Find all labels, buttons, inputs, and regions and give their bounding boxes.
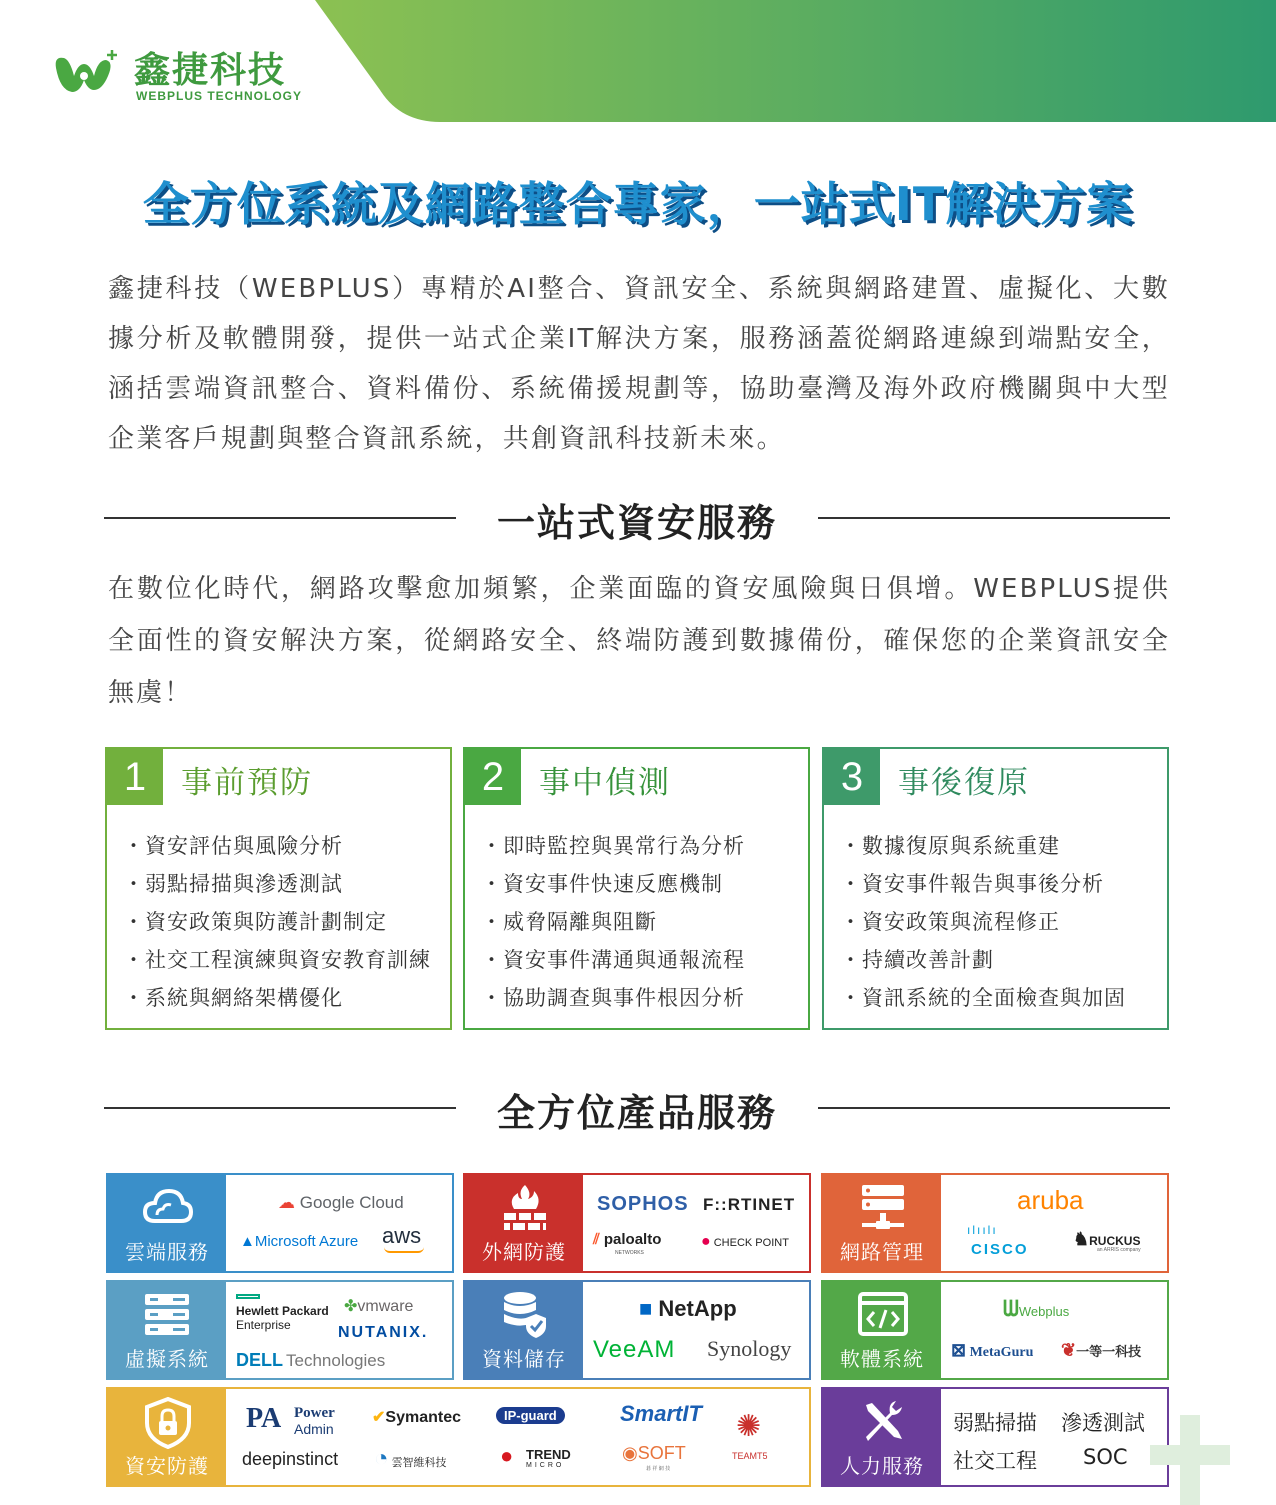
sophos-logo: SOPHOS	[597, 1193, 689, 1215]
product-label: 資安防護	[125, 1454, 209, 1478]
vendor-logos	[226, 1282, 452, 1378]
brand-name-cn: 鑫捷科技	[134, 50, 287, 91]
list-item: ・資安事件報告與事後分析	[840, 872, 1104, 896]
product-cloud[interactable]	[106, 1173, 454, 1273]
google-cloud-logo: ☁ Google Cloud	[278, 1193, 404, 1212]
trendmicro-logo: TREND	[526, 1447, 571, 1462]
paloalto-sub: NETWORKS	[615, 1250, 644, 1256]
vendor-logos	[583, 1175, 809, 1271]
service-pentest: 滲透測試	[1061, 1411, 1145, 1435]
list-item: ・資安政策與流程修正	[840, 910, 1060, 934]
teamt5-emblem: ✺	[736, 1410, 762, 1443]
webplus-vendor-logo: ᗯWebplus	[1003, 1296, 1070, 1321]
phase-list	[123, 827, 431, 1017]
phase-card-recovery	[822, 747, 1169, 1030]
service-social-eng: 社交工程	[953, 1449, 1037, 1473]
synology-logo: Synology	[707, 1336, 792, 1361]
section-title-products: 全方位產品服務	[496, 1091, 777, 1135]
product-hr[interactable]	[821, 1387, 1169, 1487]
fortinet-logo: F::RTINET	[703, 1195, 796, 1214]
dell-technologies-logo: Technologies	[286, 1351, 386, 1370]
product-icon-block	[823, 1282, 941, 1378]
list-item: ・資安事件溝通與通報流程	[481, 948, 745, 972]
aws-smile	[384, 1247, 424, 1253]
section-heading-security	[104, 492, 1170, 545]
paloalto-logo: ⫽ paloalto	[593, 1231, 662, 1248]
ruckus-sub: an ARRIS company	[1097, 1247, 1141, 1253]
cisco-logo: CISCO	[971, 1241, 1029, 1258]
list-item: ・威脅隔離與阻斷	[481, 910, 657, 934]
service-list	[941, 1389, 1167, 1485]
teamt5-logo: TEAMT5	[732, 1451, 768, 1461]
server-icon	[858, 1183, 908, 1233]
product-icon-block	[823, 1389, 941, 1485]
list-item: ・資安評估與風險分析	[123, 834, 343, 858]
yideng-logo: ❦一等一科技	[1061, 1340, 1142, 1360]
yunzhiwei-logo: ◔ 雲智維科技	[374, 1445, 447, 1472]
security-intro-paragraph: 在數位化時代，網路攻擊愈加頻繁，企業面臨的資安風險與日俱增。WEBPLUS提供全面性的資安解決方案，從網路安全、終端防護到數據備份，確保您的企業資訊安全無虞！	[108, 574, 1170, 708]
vendor-logos	[941, 1282, 1167, 1378]
list-item: ・資訊系統的全面檢查與加固	[840, 986, 1126, 1010]
section-heading-products	[104, 1082, 1170, 1135]
vendor-logos	[583, 1282, 809, 1378]
veeam-logo: VeeAM	[593, 1336, 676, 1363]
phase-list	[840, 827, 1126, 1017]
isoft-sub: 碁 祥 網 技	[646, 1466, 671, 1472]
service-vuln-scan: 弱點掃描	[953, 1411, 1037, 1435]
virtual-icon	[143, 1290, 191, 1340]
section-title-security: 一站式資安服務	[496, 501, 777, 545]
phase-number: 1	[107, 749, 163, 805]
isoft-logo: ◉SOFT	[622, 1443, 686, 1463]
brand-name-en: WEBPLUS TECHNOLOGY	[136, 89, 303, 103]
tools-icon	[858, 1397, 908, 1447]
list-item: ・持續改善計劃	[840, 948, 994, 972]
product-firewall[interactable]	[463, 1173, 811, 1273]
webplus-logo-icon	[52, 46, 124, 102]
vendor-logos	[941, 1175, 1167, 1271]
shield-icon	[143, 1397, 193, 1449]
brand-logo[interactable]	[52, 40, 312, 110]
azure-logo: ▲Microsoft Azure	[240, 1233, 359, 1250]
service-soc: SOC	[1083, 1445, 1128, 1469]
smartit-logo: SmartIT	[620, 1401, 702, 1426]
product-label: 虛擬系統	[125, 1347, 209, 1371]
vendor-logos	[226, 1389, 809, 1485]
list-item: ・資安政策與防護計劃制定	[123, 910, 387, 934]
phase-number: 3	[824, 749, 880, 805]
hpe-box	[236, 1294, 260, 1299]
netapp-logo: ■ NetApp	[639, 1296, 737, 1321]
phase-card-detection	[463, 747, 810, 1030]
ipguard-logo: IP-guard	[496, 1407, 565, 1424]
checkpoint-logo: ● CHECK POINT	[701, 1233, 789, 1250]
deepinstinct-logo: deepinstinct	[242, 1449, 339, 1469]
divider-right	[818, 517, 1170, 519]
aruba-logo: aruba	[1017, 1185, 1084, 1215]
firewall-icon	[500, 1183, 550, 1233]
symantec-logo: ✔Symantec	[372, 1409, 461, 1426]
phase-number: 2	[465, 749, 521, 805]
list-item: ・數據復原與系統重建	[840, 834, 1060, 858]
nutanix-logo: NUTANIX.	[338, 1324, 429, 1341]
product-icon-block	[108, 1282, 226, 1378]
poweradmin-logo-power: Power	[294, 1405, 335, 1421]
product-network[interactable]	[821, 1173, 1169, 1273]
divider-right	[818, 1107, 1170, 1109]
hpe-logo-2: Enterprise	[236, 1318, 291, 1332]
ruckus-logo: ♞RUCKUS	[1073, 1229, 1141, 1249]
intro-paragraph: 鑫捷科技（WEBPLUS）專精於AI整合、資訊安全、系統與網路建置、虛擬化、大數據分析及軟體開發，提供一站式企業IT解決方案，服務涵蓋從網路連線到端點安全，涵括雲端資訊整合、資料備份、系統備援規劃等，協助臺灣及海外政府機關與中大型企業客戶規劃與整合資訊系統，共創資訊科技新未來。	[108, 274, 1170, 454]
product-icon-block	[108, 1389, 226, 1485]
trendmicro-emblem: ●	[500, 1443, 514, 1468]
phase-card-prevention	[105, 747, 452, 1030]
poweradmin-logo-pa: PA	[246, 1403, 282, 1434]
aws-logo: aws	[382, 1223, 422, 1248]
vendor-logos	[226, 1175, 452, 1271]
page-title: 全方位系統及網路整合專家，一站式IT解決方案	[142, 177, 1134, 231]
cloud-icon	[143, 1183, 193, 1231]
vmware-logo: ✤vmware	[344, 1298, 414, 1315]
trendmicro-sub: MICRO	[526, 1462, 565, 1469]
cisco-bars: ılıılı	[967, 1223, 998, 1237]
product-icon-block	[465, 1175, 583, 1271]
poweradmin-logo-admin: Admin	[294, 1421, 334, 1437]
dell-logo: DELL	[236, 1350, 283, 1370]
list-item: ・協助調查與事件根因分析	[481, 986, 745, 1010]
phase-list	[481, 827, 745, 1017]
metaguru-logo: ⊠ MetaGuru	[951, 1340, 1034, 1360]
product-storage[interactable]	[463, 1280, 811, 1380]
list-item: ・弱點掃描與滲透測試	[123, 872, 343, 896]
product-icon-block	[823, 1175, 941, 1271]
product-software[interactable]	[821, 1280, 1169, 1380]
product-label: 網路管理	[840, 1240, 924, 1264]
product-label: 資料儲存	[482, 1347, 566, 1371]
list-item: ・社交工程演練與資安教育訓練	[123, 948, 431, 972]
code-icon	[858, 1290, 908, 1338]
product-label: 雲端服務	[125, 1240, 209, 1264]
database-icon	[500, 1290, 550, 1340]
product-label: 人力服務	[840, 1454, 924, 1478]
hpe-logo-1: Hewlett Packard	[236, 1304, 329, 1318]
decorative-plus-icon	[1150, 1415, 1230, 1505]
phase-title: 事前預防	[181, 765, 313, 801]
product-virtualization[interactable]	[106, 1280, 454, 1380]
product-icon-block	[465, 1282, 583, 1378]
product-security[interactable]	[106, 1387, 811, 1487]
phase-title: 事中偵測	[539, 765, 671, 801]
list-item: ・資安事件快速反應機制	[481, 872, 723, 896]
product-label: 外網防護	[482, 1240, 566, 1264]
list-item: ・系統與網絡架構優化	[123, 986, 343, 1010]
phase-title: 事後復原	[898, 765, 1030, 801]
product-icon-block	[108, 1175, 226, 1271]
list-item: ・即時監控與異常行為分析	[481, 834, 745, 858]
product-label: 軟體系統	[840, 1347, 924, 1371]
